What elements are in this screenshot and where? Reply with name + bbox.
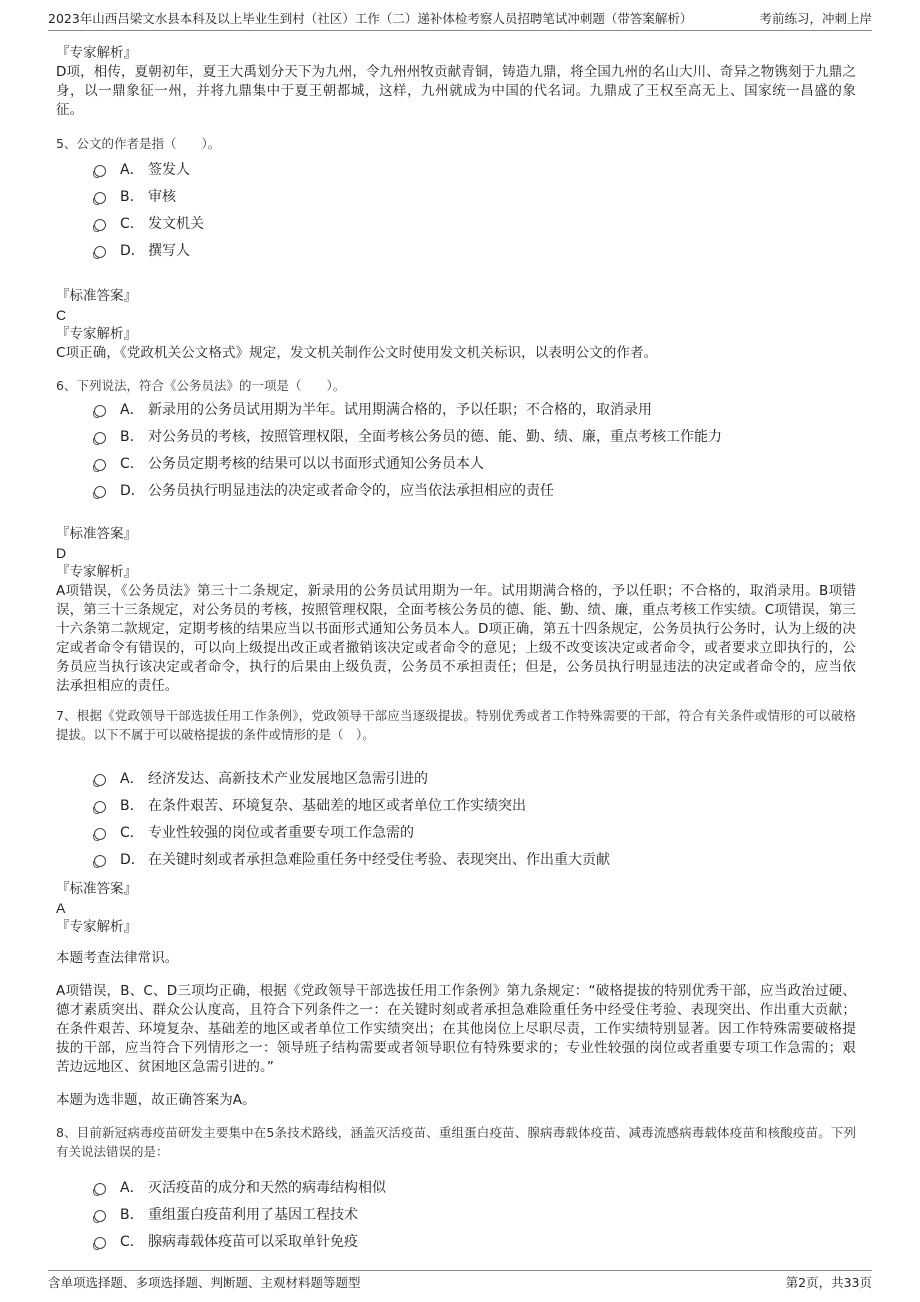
question-5-option-a[interactable]: A． 签发人 — [56, 157, 856, 184]
question-6-options — [56, 397, 856, 505]
radio-button-icon[interactable] — [94, 1237, 106, 1249]
expert-analysis-text: A项错误，B、C、D三项均正确，根据《党政领导干部选拔任用工作条例》第九条规定：“破格提拔的特别优秀干部，应当政治过硬、德才素质突出、群众公认度高，且符合下列条件之一：在关键时刻或者承担急难险重任务中经受住考验、表现突出、作出重大贡献；在条件艰苦、环境复杂、基础差的地区或者单位工作实绩突出；在其他岗位上尽职尽责，工作实绩特别显著。因工作特殊需要破格提拔的干部，应当符合下列情形之一：领导班子结构需要或者领导职位有特殊要求的；专业性较强的岗位或者重要专项工作急需的；艰苦边远地区、贫困地区急需引进的。” — [56, 983, 856, 1075]
radio-button-icon[interactable] — [94, 486, 106, 498]
page-number: 第2页，共33页 — [785, 1275, 872, 1290]
question-6-option-b[interactable]: B． 对公务员的考核，按照管理权限，全面考核公务员的德、能、勤、绩、廉，重点考核工作能力 — [56, 424, 856, 451]
question-7: 7、根据《党政领导干部选拔任用工作条例》，党政领导干部应当逐级提拔。特别优秀或者工作特殊需要的干部，符合有关条件或情形的可以破格提拔。以下不属于可以破格提拔的条件或情形的是（ ）。 — [56, 708, 856, 742]
expert-analysis-text: A项错误，《公务员法》第三十二条规定，新录用的公务员试用期为一年。试用期满合格的，予以任职；不合格的，取消录用。B项错误，第三十三条规定，对公务员的考核，按照管理权限，全面考核公务员的德、能、勤、绩、廉，重点考核工作实绩。C项错误，第三十六条第二款规定，定期考核的结果应当以书面形式通知公务员本人。D项正确，第五十四条规定，公务员执行公务时，认为上级的决定或者命令有错误的，可以向上级提出改正或者撤销该决定或者命令的意见；上级不改变该决定或者命令，或者要求立即执行的，公务员应当执行该决定或者命令，执行的后果由上级负责，公务员不承担责任；但是，公务员执行明显违法的决定或者命令的，应当依法承担相应的责任。 — [56, 583, 856, 694]
expert-analysis-label: 『专家解析』 — [56, 564, 137, 580]
standard-answer: C — [56, 307, 67, 323]
header-slogan: 考前练习，冲刺上岸 — [759, 11, 872, 26]
standard-answer: D — [56, 545, 67, 561]
question-6-option-a[interactable]: A． 新录用的公务员试用期为半年。试用期满合格的，予以任职；不合格的，取消录用 — [56, 397, 856, 424]
question-8-option-b[interactable]: B． 重组蛋白疫苗利用了基因工程技术 — [56, 1202, 856, 1229]
question-6: 6、下列说法，符合《公务员法》的一项是（ ）。 — [56, 378, 346, 393]
question-5-options — [56, 157, 856, 265]
standard-answer-label: 『标准答案』 — [56, 881, 137, 897]
question-6-option-d[interactable]: D． 公务员执行明显违法的决定或者命令的，应当依法承担相应的责任 — [56, 478, 856, 505]
expert-analysis-text: 本题考查法律常识。 — [56, 950, 179, 966]
question-7-option-b[interactable]: B． 在条件艰苦、环境复杂、基础差的地区或者单位工作实绩突出 — [56, 793, 856, 820]
page-header — [48, 8, 872, 31]
radio-button-icon[interactable] — [94, 405, 106, 417]
question-6-option-c[interactable]: C． 公务员定期考核的结果可以以书面形式通知公务员本人 — [56, 451, 856, 478]
page-content — [56, 44, 856, 1256]
standard-answer-label: 『标准答案』 — [56, 288, 137, 304]
expert-analysis-label: 『专家解析』 — [56, 919, 137, 935]
question-5-option-c[interactable]: C． 发文机关 — [56, 211, 856, 238]
radio-button-icon[interactable] — [94, 165, 106, 177]
question-5-option-b[interactable]: B． 审核 — [56, 184, 856, 211]
radio-button-icon[interactable] — [94, 828, 106, 840]
expert-analysis-label: 『专家解析』 — [56, 45, 137, 61]
expert-analysis-text: C项正确，《党政机关公文格式》规定，发文机关制作公文时使用发文机关标识，以表明公文的作者。 — [56, 345, 658, 361]
question-7-option-c[interactable]: C． 专业性较强的岗位或者重要专项工作急需的 — [56, 820, 856, 847]
question-types-note: 含单项选择题、多项选择题、判断题、主观材料题等题型 — [48, 1275, 361, 1290]
radio-button-icon[interactable] — [94, 459, 106, 471]
standard-answer-label: 『标准答案』 — [56, 526, 137, 542]
question-8-option-a[interactable]: A． 灭活疫苗的成分和天然的病毒结构相似 — [56, 1175, 856, 1202]
radio-button-icon[interactable] — [94, 801, 106, 813]
question-8: 8、目前新冠病毒疫苗研发主要集中在5条技术路线，涵盖灭活疫苗、重组蛋白疫苗、腺病毒载体疫苗、减毒流感病毒载体疫苗和核酸疫苗。下列有关说法错误的是： — [56, 1125, 856, 1159]
question-7-option-d[interactable]: D． 在关键时刻或者承担急难险重任务中经受住考验、表现突出、作出重大贡献 — [56, 847, 856, 874]
radio-button-icon[interactable] — [94, 432, 106, 444]
radio-button-icon[interactable] — [94, 192, 106, 204]
radio-button-icon[interactable] — [94, 1210, 106, 1222]
question-5: 5、公文的作者是指（ ）。 — [56, 136, 221, 151]
expert-analysis-label: 『专家解析』 — [56, 326, 137, 342]
question-8-options — [56, 1175, 856, 1256]
question-7-options — [56, 766, 856, 874]
document-title: 2023年山西吕梁文水县本科及以上毕业生到村（社区）工作（二）递补体检考察人员招聘笔试冲刺题（带答案解析） — [48, 11, 693, 26]
standard-answer: A — [56, 900, 66, 916]
radio-button-icon[interactable] — [94, 219, 106, 231]
expert-analysis-text: D项，相传，夏朝初年，夏王大禹划分天下为九州，令九州州牧贡献青铜，铸造九鼎，将全国九州的名山大川、奇异之物镌刻于九鼎之身，以一鼎象征一州，并将九鼎集中于夏王朝都城，这样，九州就成为中国的代名词。九鼎成了王权至高无上、国家统一昌盛的象征。 — [56, 64, 856, 118]
question-7-option-a[interactable]: A． 经济发达、高新技术产业发展地区急需引进的 — [56, 766, 856, 793]
question-5-option-d[interactable]: D． 撰写人 — [56, 238, 856, 265]
radio-button-icon[interactable] — [94, 774, 106, 786]
radio-button-icon[interactable] — [94, 246, 106, 258]
radio-button-icon[interactable] — [94, 855, 106, 867]
question-8-option-c[interactable]: C． 腺病毒载体疫苗可以采取单针免疫 — [56, 1229, 856, 1256]
radio-button-icon[interactable] — [94, 1183, 106, 1195]
page-footer — [48, 1270, 872, 1293]
expert-analysis-conclusion: 本题为选非题，故正确答案为A。 — [56, 1092, 256, 1108]
